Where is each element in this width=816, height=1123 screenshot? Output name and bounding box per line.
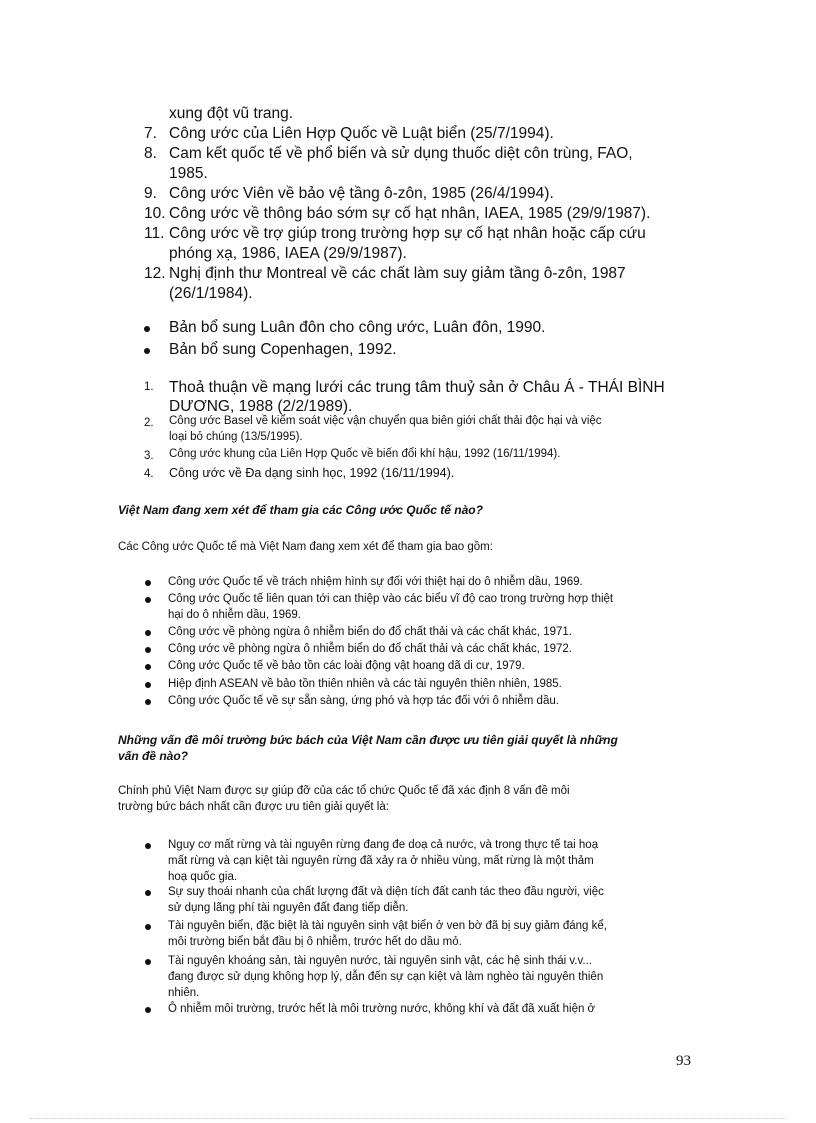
bullet-item-text: Bản bổ sung Luân đôn cho công ước, Luân đôn, 1990. — [169, 319, 546, 336]
bullet-icon — [145, 959, 151, 965]
list-number: 2. — [144, 417, 154, 429]
bullet-icon — [145, 924, 151, 930]
bullet-icon — [145, 1007, 151, 1013]
list-item-text: DƯƠNG, 1988 (2/2/1989). — [169, 398, 353, 415]
bullet-icon — [145, 843, 151, 849]
bullet-icon — [145, 890, 151, 896]
list-number: 11. — [144, 225, 165, 242]
list-item-text: Thoả thuận về mạng lưới các trung tâm thuỷ sản ở Châu Á - THÁI BÌNH — [169, 379, 665, 396]
list-item-text: 1985. — [169, 165, 208, 182]
list-item-text: Công ước về Đa dạng sinh học, 1992 (16/11/1994). — [169, 466, 455, 480]
bullet-item-text: hại do ô nhiễm dầu, 1969. — [168, 609, 301, 621]
bullet-item-text: Bản bổ sung Copenhagen, 1992. — [169, 341, 397, 358]
list-item-text: Công ước về thông báo sớm sự cố hạt nhân, IAEA, 1985 (29/9/1987). — [169, 205, 651, 222]
bullet-item-text: Nguy cơ mất rừng và tài nguyên rừng đang đe doạ cả nước, và trong thực tế tai hoạ — [168, 839, 599, 851]
bullet-item-text: Công ước Quốc tế liên quan tới can thiệp vào các biểu vĩ độ cao trong trường hợp thiệt — [168, 593, 614, 605]
list-number: 3. — [144, 450, 154, 462]
list-item-text: Công ước của Liên Hợp Quốc về Luật biển (25/7/1994). — [169, 125, 554, 142]
list-number: 7. — [144, 125, 157, 142]
section-intro: Chính phủ Việt Nam được sự giúp đỡ của các tổ chức Quốc tế đã xác định 8 vấn đề môi — [118, 785, 570, 797]
page-number: 93 — [676, 1053, 691, 1069]
bullet-item-text: mất rừng và cạn kiệt tài nguyên rừng đã xảy ra ở nhiều vùng, mất rừng là một thảm — [168, 855, 594, 867]
list-item-text: Công ước khung của Liên Hợp Quốc về biến đổi khí hậu, 1992 (16/11/1994). — [169, 448, 561, 460]
section-intro: Các Công ước Quốc tế mà Việt Nam đang xem xét để tham gia bao gồm: — [118, 541, 493, 553]
list-item-text: Công ước Basel về kiểm soát việc vận chuyển qua biên giới chất thải độc hại và việc — [169, 415, 602, 427]
list-item-text: xung đột vũ trang. — [169, 105, 294, 122]
bullet-icon — [144, 348, 150, 354]
list-number: 10. — [144, 205, 166, 222]
section-heading: Những vấn đề môi trường bức bách của Việt Nam cần được ưu tiên giải quyết là những — [118, 733, 618, 747]
list-item-text: Công ước về trợ giúp trong trường hợp sự cố hạt nhân hoặc cấp cứu — [169, 225, 646, 242]
list-number: 1. — [144, 381, 154, 393]
bullet-item-text: sử dụng lãng phí tài nguyên đất đang tiếp diễn. — [168, 902, 409, 914]
bullet-icon — [145, 699, 151, 705]
list-item-text: phóng xạ, 1986, IAEA (29/9/1987). — [169, 245, 407, 262]
list-number: 4. — [144, 468, 154, 480]
bullet-icon — [145, 682, 151, 688]
bullet-icon — [145, 664, 151, 670]
bullet-item-text: đang được sử dụng không hợp lý, dẫn đến sự cạn kiệt và làm nghèo tài nguyên thiên — [168, 971, 604, 983]
list-number: 8. — [144, 145, 157, 162]
list-item-text: loại bỏ chúng (13/5/1995). — [169, 431, 303, 443]
bullet-item-text: Công ước về phòng ngừa ô nhiễm biển do đổ chất thải và các chất khác, 1971. — [168, 626, 572, 638]
bullet-icon — [145, 597, 151, 603]
bullet-item-text: Công ước về phòng ngừa ô nhiễm biển do đổ chất thải và các chất khác, 1972. — [168, 643, 572, 655]
section-heading: vấn đề nào? — [118, 749, 189, 763]
list-number: 9. — [144, 185, 157, 202]
bullet-item-text: Công ước Quốc tế về bảo tồn các loài động vật hoang dã di cư, 1979. — [168, 660, 525, 672]
list-item-text: Công ước Viên về bảo vệ tầng ô-zôn, 1985 (26/4/1994). — [169, 185, 554, 202]
bullet-item-text: hoạ quốc gia. — [168, 871, 238, 883]
section-heading: Việt Nam đang xem xét để tham gia các Công ước Quốc tế nào? — [118, 503, 483, 517]
bullet-item-text: Tài nguyên biển, đặc biệt là tài nguyên sinh vật biển ở ven bờ đã bị suy giảm đáng kể, — [168, 920, 607, 932]
list-item-text: Nghị định thư Montreal về các chất làm suy giảm tầng ô-zôn, 1987 — [169, 265, 626, 282]
bullet-item-text: Hiệp định ASEAN về bảo tồn thiên nhiên và các tài nguyên thiên nhiên, 1985. — [168, 678, 562, 690]
bullet-icon — [145, 580, 151, 586]
footer-divider — [30, 1118, 786, 1119]
section-intro: trường bức bách nhất cần được ưu tiên giải quyết là: — [118, 801, 389, 813]
list-number: 12. — [144, 265, 166, 282]
bullet-icon — [145, 647, 151, 653]
bullet-icon — [144, 326, 150, 332]
bullet-item-text: Sự suy thoái nhanh của chất lượng đất và diện tích đất canh tác theo đầu người, việc — [168, 886, 604, 898]
bullet-item-text: nhiên. — [168, 987, 200, 999]
bullet-item-text: môi trường biển bắt đầu bị ô nhiễm, trước hết do dầu mỏ. — [168, 936, 462, 948]
bullet-item-text: Công ước Quốc tế về trách nhiệm hình sự đối với thiệt hại do ô nhiễm dầu, 1969. — [168, 576, 583, 588]
bullet-item-text: Tài nguyên khoáng sản, tài nguyên nước, tài nguyên sinh vật, các hệ sinh thái v.v... — [168, 955, 592, 967]
list-item-text: Cam kết quốc tế về phổ biến và sử dụng thuốc diệt côn trùng, FAO, — [169, 145, 633, 162]
bullet-item-text: Ô nhiễm môi trường, trước hết là môi trường nước, không khí và đất đã xuất hiện ở — [168, 1003, 596, 1015]
list-item-text: (26/1/1984). — [169, 285, 253, 302]
bullet-item-text: Công ước Quốc tế về sự sẵn sàng, ứng phó và hợp tác đối với ô nhiễm dầu. — [168, 695, 559, 707]
bullet-icon — [145, 630, 151, 636]
